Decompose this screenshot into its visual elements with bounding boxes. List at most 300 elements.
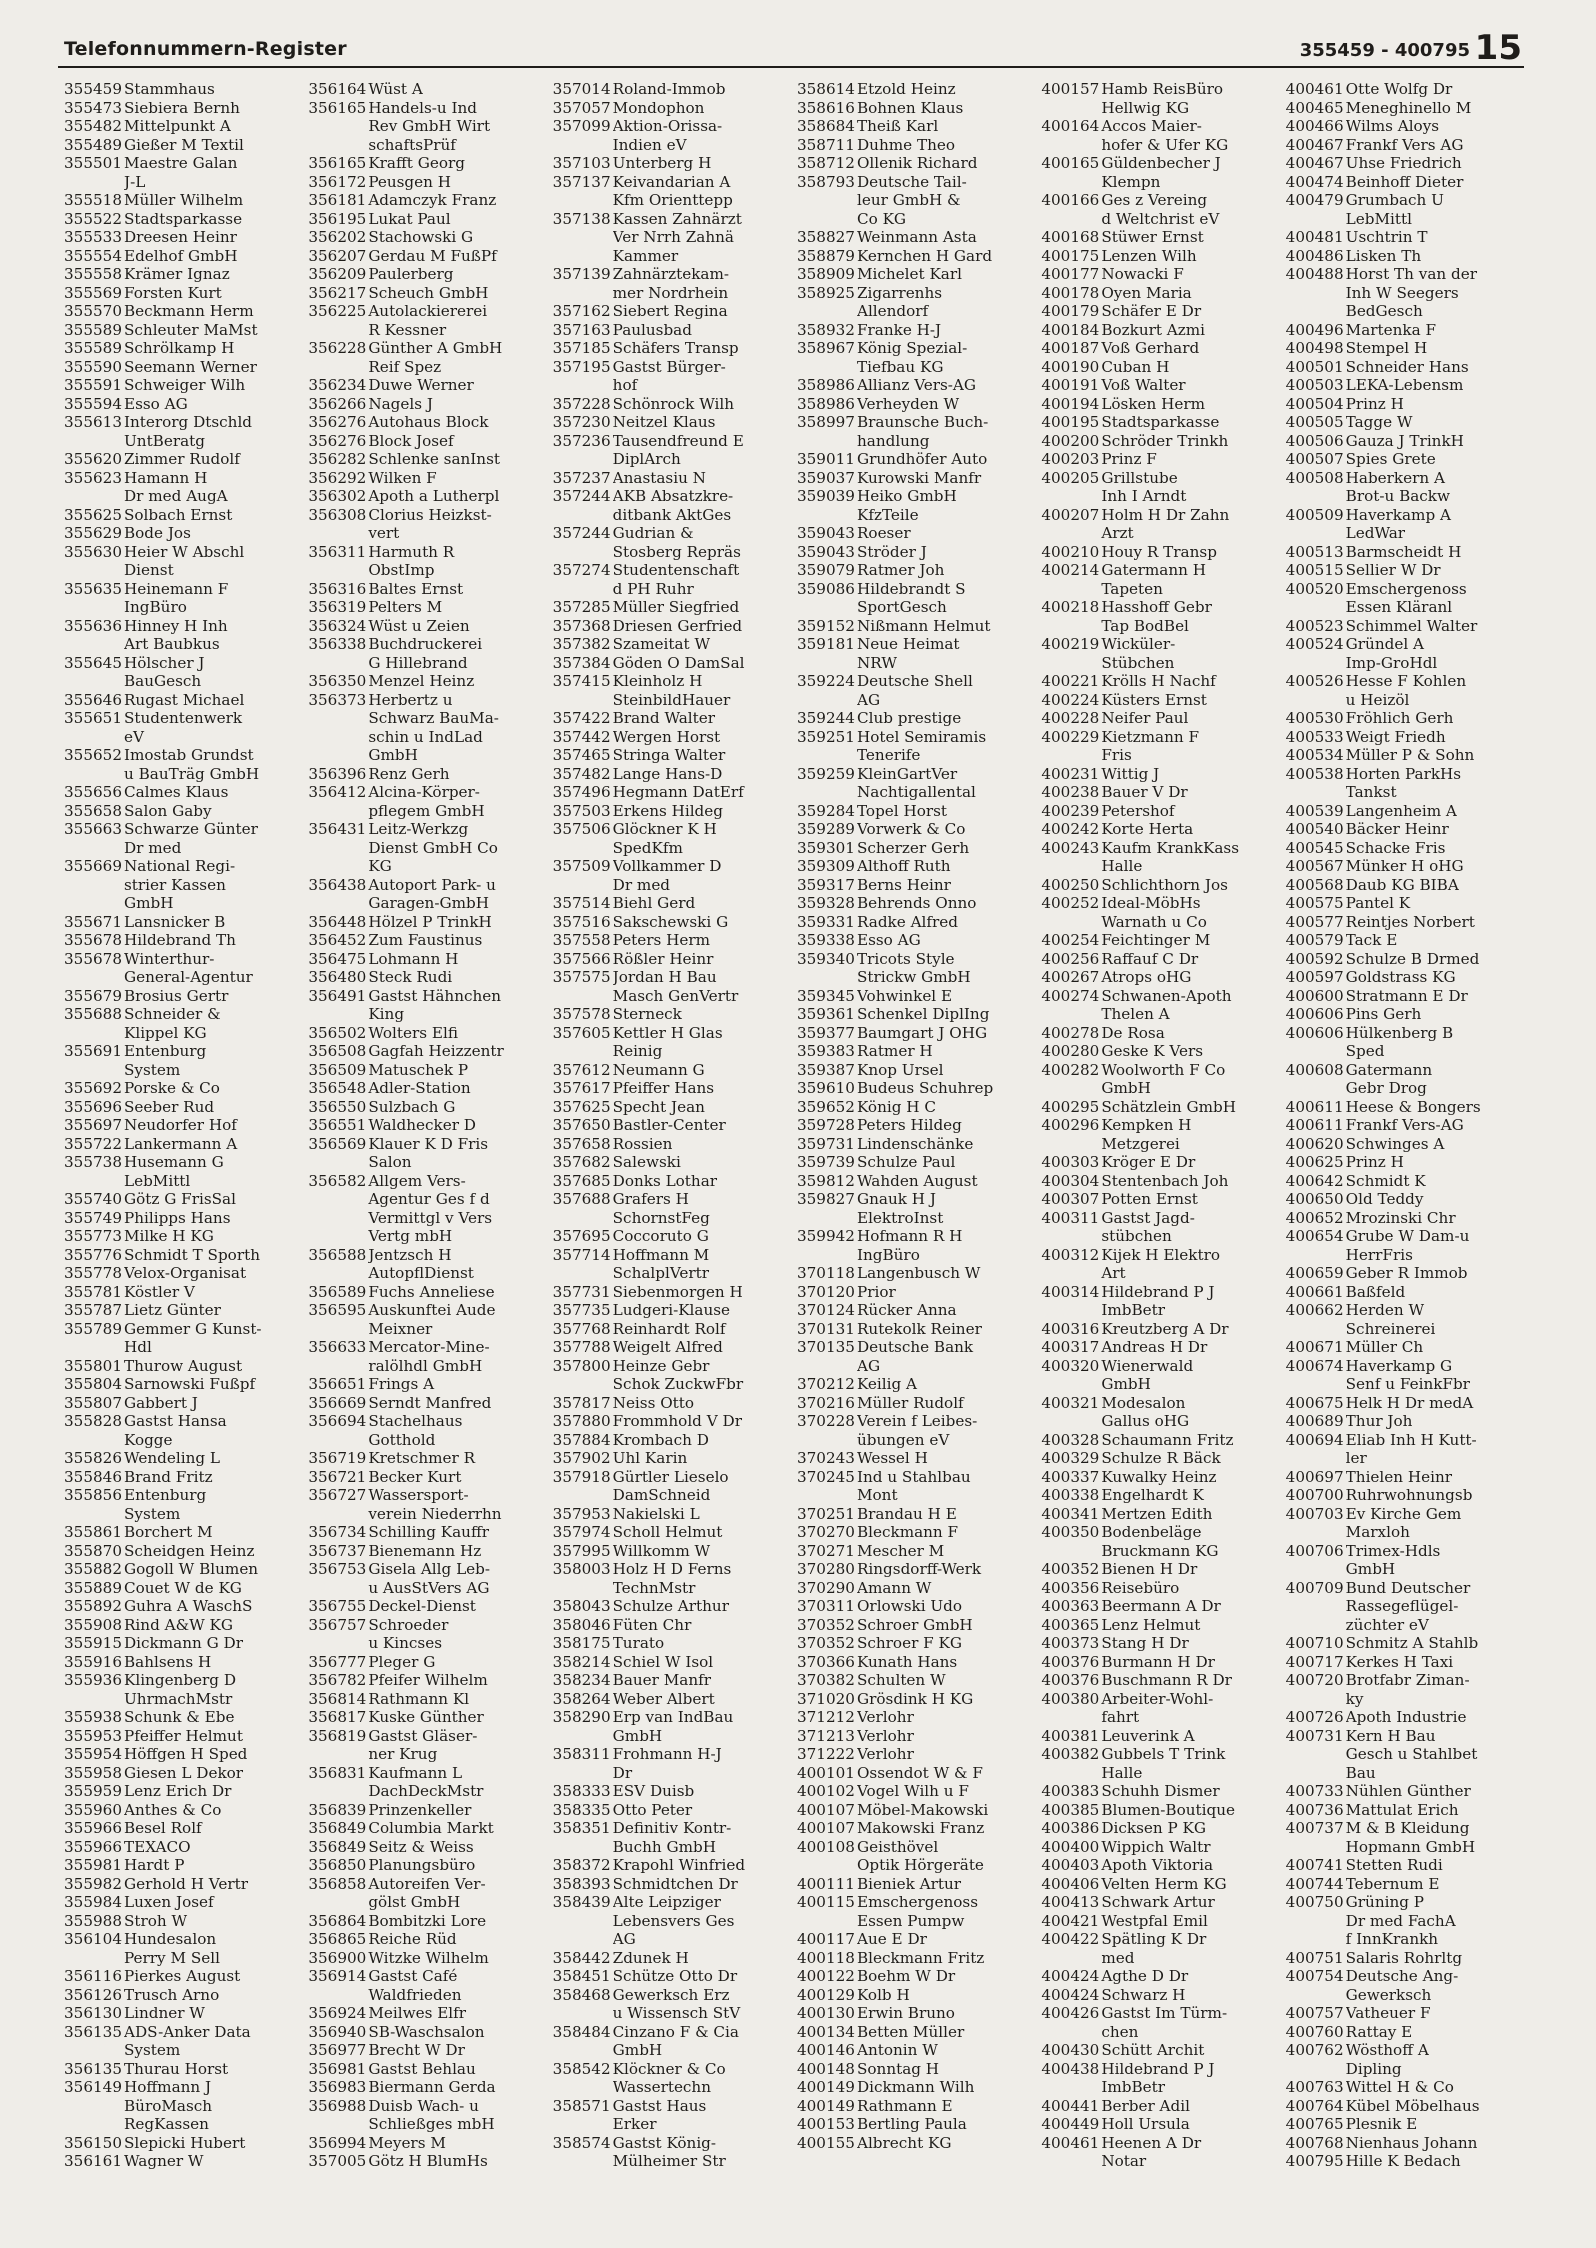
directory-entry (1041, 1542, 1279, 1561)
phone-number: 357244 (552, 487, 611, 505)
subscriber-name: u Heizöl (1345, 690, 1410, 709)
phone-number: 358879 (796, 246, 855, 265)
subscriber-name: Jentzsch H (368, 1245, 452, 1264)
phone-number: 358684 (796, 117, 855, 135)
subscriber-name: Haberkern A (1345, 468, 1445, 487)
directory-entry (308, 691, 546, 710)
phone-number: 355473 (64, 98, 122, 117)
subscriber-name: Salon (368, 1153, 412, 1171)
phone-number: 356302 (308, 487, 367, 505)
subscriber-name: Arzt (1101, 524, 1134, 542)
directory-entry (64, 1227, 302, 1246)
directory-entry (553, 1671, 791, 1690)
directory-entry (308, 247, 546, 266)
directory-entry (1041, 2041, 1279, 2060)
subscriber-name: ESV Duisb (612, 1782, 695, 1800)
phone-number: 400764 (1285, 2096, 1344, 2115)
phone-number: 400710 (1285, 1634, 1344, 1652)
phone-number: 356161 (64, 2152, 122, 2170)
subscriber-name: Schmitz A Stahlb (1345, 1634, 1479, 1652)
phone-number: 357422 (552, 709, 611, 727)
subscriber-name: Lukat Paul (368, 209, 451, 228)
directory-entry (553, 2097, 791, 2116)
phone-number: 355636 (64, 616, 122, 635)
directory-entry (1286, 265, 1524, 284)
directory-entry (1041, 1042, 1279, 1061)
directory-entry (308, 1801, 546, 1820)
phone-number: 370124 (796, 1301, 855, 1319)
phone-number: 400107 (796, 1819, 855, 1837)
directory-entry (308, 1098, 546, 1117)
directory-entry (64, 2041, 302, 2060)
subscriber-name: König Spezial- (856, 339, 968, 357)
subscriber-name: Schütt Archit (1101, 2041, 1205, 2059)
directory-entry (64, 1486, 302, 1505)
directory-entry (64, 1819, 302, 1838)
directory-entry (1041, 358, 1279, 377)
subscriber-name: Schreinerei (1345, 1319, 1436, 1338)
phone-number: 355692 (64, 1079, 122, 1097)
phone-number: 357138 (552, 209, 611, 228)
phone-number: 357057 (552, 98, 611, 117)
phone-number: 357274 (552, 561, 611, 579)
directory-entry (553, 1523, 791, 1542)
subscriber-name: Andreas H Dr (1101, 1338, 1208, 1356)
subscriber-name: Gnauk H J (856, 1190, 936, 1208)
subscriber-name: HerrFris (1345, 1245, 1413, 1264)
subscriber-name: Uhl Karin (612, 1449, 688, 1467)
directory-entry (1041, 1301, 1279, 1320)
phone-number: 359284 (796, 801, 855, 820)
subscriber-name: DiplArch (612, 450, 681, 468)
directory-entry (1286, 1893, 1524, 1912)
phone-number: 358311 (552, 1745, 611, 1763)
directory-entry (1041, 1283, 1279, 1302)
phone-number: 400376 (1041, 1652, 1100, 1671)
directory-entry (1041, 2152, 1279, 2171)
phone-number (1041, 654, 1101, 673)
directory-entry (553, 617, 791, 636)
phone-number: 370271 (796, 1541, 855, 1560)
subscriber-name: Stadtsparkasse (1101, 413, 1220, 431)
directory-entry (308, 2134, 546, 2153)
phone-number: 358571 (552, 2096, 611, 2115)
phone-number: 400426 (1041, 2004, 1100, 2022)
directory-entry (1041, 1505, 1279, 1524)
phone-number: 400474 (1285, 172, 1344, 191)
subscriber-name: Grube W Dam-u (1345, 1227, 1470, 1245)
directory-entry (1041, 1856, 1279, 1875)
subscriber-name: Nachtigallental (856, 783, 976, 801)
phone-number (308, 1431, 368, 1450)
subscriber-name: Wolters Elfi (368, 1023, 458, 1042)
subscriber-name: Dienst (124, 561, 174, 579)
phone-number: 355908 (64, 1615, 122, 1634)
phone-number: 400122 (796, 1967, 855, 1985)
phone-number: 400321 (1041, 1393, 1100, 1412)
phone-number: 357788 (552, 1338, 611, 1356)
directory-entry (797, 1782, 1035, 1801)
directory-entry (1286, 1505, 1524, 1524)
subscriber-name: Prior (856, 1282, 896, 1301)
subscriber-name: Bastler-Center (612, 1116, 726, 1134)
subscriber-name: Wicküler- (1101, 635, 1176, 653)
phone-number (308, 1505, 368, 1524)
subscriber-name: Kreutzberg A Dr (1101, 1319, 1229, 1338)
directory-entry (553, 524, 791, 543)
subscriber-name: Reisebüro (1101, 1578, 1180, 1597)
directory-entry (797, 506, 1035, 525)
phone-number: 400195 (1041, 413, 1100, 431)
phone-number: 356548 (308, 1079, 367, 1097)
directory-entry (553, 506, 791, 525)
subscriber-name: Tenerife (856, 746, 921, 764)
directory-entry (64, 913, 302, 932)
directory-entry (1286, 580, 1524, 599)
phone-number (308, 894, 368, 913)
phone-number: 400509 (1285, 505, 1344, 524)
subscriber-name: KfzTeile (856, 505, 919, 524)
subscriber-name: Ludgeri-Klause (612, 1301, 731, 1319)
directory-entry (797, 1542, 1035, 1561)
subscriber-name: Hesse F Kohlen (1345, 672, 1467, 690)
directory-entry (1041, 543, 1279, 562)
directory-entry (797, 284, 1035, 303)
subscriber-name: Kernchen H Gard (856, 246, 993, 265)
phone-number: 400567 (1285, 857, 1344, 875)
phone-number: 358290 (552, 1708, 611, 1726)
directory-entry (1286, 1172, 1524, 1191)
subscriber-name: Grillstube (1101, 468, 1178, 487)
subscriber-name: Kempken H (1101, 1116, 1192, 1134)
directory-entry (308, 1227, 546, 1246)
directory-entry (308, 1375, 546, 1394)
subscriber-name: Grafers H (612, 1190, 689, 1208)
phone-number (553, 987, 613, 1006)
phone-number (1041, 1264, 1101, 1283)
directory-entry (1041, 1468, 1279, 1487)
directory-entry (553, 931, 791, 950)
phone-number (64, 1949, 124, 1968)
subscriber-name: Heinze Gebr (612, 1356, 710, 1375)
subscriber-name: Rathmann Kl (368, 1689, 470, 1708)
phone-number: 400523 (1285, 616, 1344, 635)
phone-number: 358711 (796, 135, 855, 154)
directory-entry (553, 1301, 791, 1320)
subscriber-name: System (124, 1060, 181, 1079)
directory-entry (1286, 728, 1524, 747)
subscriber-name: TEXACO (124, 1837, 191, 1856)
subscriber-name: Braunsche Buch- (856, 413, 989, 431)
directory-entry (1041, 1412, 1279, 1431)
phone-number (1041, 1542, 1101, 1561)
directory-entry (64, 1079, 302, 1098)
directory-entry (1041, 1061, 1279, 1080)
phone-number: 400449 (1041, 2115, 1100, 2133)
directory-entry (553, 1930, 791, 1949)
phone-number: 400508 (1285, 468, 1344, 487)
directory-entry (1286, 746, 1524, 765)
phone-number (553, 1579, 613, 1598)
directory-entry (797, 487, 1035, 506)
directory-entry (1286, 1024, 1524, 1043)
subscriber-name: Stachowski G (368, 228, 474, 246)
subscriber-name: Schroeder (368, 1615, 449, 1634)
phone-number: 400675 (1285, 1393, 1344, 1412)
directory-entry (797, 1486, 1035, 1505)
directory-entry (64, 1616, 302, 1635)
subscriber-name: Paulusbad (612, 320, 692, 339)
directory-entry (797, 1560, 1035, 1579)
phone-number: 359652 (796, 1097, 855, 1116)
directory-entry (1041, 1375, 1279, 1394)
directory-entry (553, 1819, 791, 1838)
subscriber-name: Hildebrand P J (1101, 1282, 1215, 1301)
subscriber-name: Bahlsens H (124, 1652, 212, 1671)
phone-number (64, 561, 124, 580)
subscriber-name: Schätzlein GmbH (1101, 1097, 1236, 1116)
directory-entry (553, 1209, 791, 1228)
directory-entry (1286, 2152, 1524, 2171)
subscriber-name: Hölscher J (124, 653, 205, 672)
phone-number: 400606 (1285, 1005, 1344, 1023)
directory-columns (64, 80, 1524, 2190)
subscriber-name: Thur Joh (1345, 1412, 1413, 1430)
subscriber-name: Kurowski Manfr (856, 468, 982, 487)
phone-number: 400155 (796, 2133, 855, 2152)
subscriber-name: Seitz & Weiss (368, 1837, 474, 1856)
directory-entry (64, 2004, 302, 2023)
directory-entry (797, 580, 1035, 599)
directory-entry (553, 672, 791, 691)
phone-number: 357658 (552, 1134, 611, 1153)
subscriber-name: Tiefbau KG (856, 357, 944, 376)
directory-column (1286, 80, 1524, 2190)
subscriber-name: Glöckner K H (612, 820, 717, 838)
phone-number: 370212 (796, 1375, 855, 1393)
subscriber-name: Wergen Horst (612, 727, 721, 746)
phone-number (1286, 1912, 1346, 1931)
directory-entry (64, 1708, 302, 1727)
directory-entry (64, 1597, 302, 1616)
phone-number: 400278 (1041, 1023, 1100, 1042)
directory-entry (64, 2134, 302, 2153)
subscriber-name: Gießer M Textil (124, 135, 244, 154)
directory-entry (553, 136, 791, 155)
phone-number: 356569 (308, 1134, 367, 1153)
subscriber-name: Krafft Georg (368, 154, 465, 172)
directory-entry (797, 1209, 1035, 1228)
phone-number: 357103 (552, 154, 611, 172)
directory-entry (1041, 654, 1279, 673)
directory-entry (553, 709, 791, 728)
subscriber-name: Nühlen Günther (1345, 1782, 1471, 1800)
phone-number: 359043 (796, 542, 855, 561)
subscriber-name: Zdunek H (612, 1948, 689, 1967)
directory-entry (64, 894, 302, 913)
subscriber-name: Borchert M (124, 1523, 213, 1541)
directory-entry (64, 1394, 302, 1413)
directory-entry (797, 358, 1035, 377)
phone-number: 400534 (1285, 746, 1344, 764)
directory-entry (308, 524, 546, 543)
directory-entry (1286, 672, 1524, 691)
subscriber-name: Rassegeflügel- (1345, 1597, 1459, 1615)
subscriber-name: Schmidt T Sporth (124, 1245, 260, 1264)
phone-number: 355459 (64, 80, 122, 98)
directory-entry (553, 2152, 791, 2171)
subscriber-name: Dreesen Heinr (124, 228, 237, 246)
subscriber-name: Vohwinkel E (856, 986, 953, 1005)
directory-entry (1041, 191, 1279, 210)
phone-number: 355738 (64, 1153, 122, 1171)
subscriber-name: Garagen-GmbH (368, 894, 489, 912)
phone-number (1286, 654, 1346, 673)
subscriber-name: Krämer Ignaz (124, 265, 230, 283)
phone-number: 400328 (1041, 1430, 1100, 1449)
phone-number (308, 2115, 368, 2134)
phone-number: 400179 (1041, 302, 1100, 320)
phone-number: 359383 (796, 1042, 855, 1060)
directory-entry (1041, 876, 1279, 895)
phone-number (64, 1338, 124, 1357)
directory-entry (797, 1468, 1035, 1487)
phone-number: 359289 (796, 820, 855, 838)
phone-number: 371222 (796, 1745, 855, 1763)
subscriber-name: Brecht W Dr (368, 2041, 465, 2059)
phone-number (1286, 1560, 1346, 1579)
subscriber-name: Erkens Hildeg (612, 801, 723, 820)
directory-entry (308, 1005, 546, 1024)
phone-number: 400205 (1041, 468, 1100, 487)
subscriber-name: Marxloh (1345, 1523, 1410, 1541)
phone-number: 400579 (1285, 931, 1344, 949)
phone-number: 355749 (64, 1208, 122, 1227)
phone-number: 355635 (64, 579, 122, 598)
subscriber-name: Gerhold H Vertr (124, 1874, 248, 1893)
directory-entry (797, 2004, 1035, 2023)
phone-number: 358909 (796, 265, 855, 283)
directory-entry (1286, 210, 1524, 229)
directory-entry (64, 2078, 302, 2097)
subscriber-name: Bombitzki Lore (368, 1911, 487, 1930)
directory-entry (308, 1708, 546, 1727)
phone-number: 400795 (1285, 2152, 1344, 2170)
phone-number: 400157 (1041, 80, 1100, 98)
subscriber-name: Weigelt Alfred (612, 1338, 723, 1356)
phone-number: 400382 (1041, 1745, 1100, 1763)
directory-entry (553, 265, 791, 284)
directory-entry (64, 1116, 302, 1135)
phone-number: 400736 (1285, 1800, 1344, 1819)
phone-number: 370228 (796, 1412, 855, 1430)
phone-number: 370243 (796, 1449, 855, 1467)
directory-entry (1286, 1153, 1524, 1172)
phone-number: 357800 (552, 1356, 611, 1375)
subscriber-name: Frohmann H-J (612, 1745, 722, 1763)
directory-entry (1041, 1708, 1279, 1727)
directory-entry (797, 839, 1035, 858)
directory-entry (64, 1523, 302, 1542)
subscriber-name: Stosberg Repräs (612, 542, 741, 561)
directory-entry (1041, 1116, 1279, 1135)
directory-entry (1041, 450, 1279, 469)
directory-entry (64, 635, 302, 654)
phone-number (1041, 1412, 1101, 1431)
phone-number: 358175 (552, 1634, 611, 1652)
phone-number: 358542 (552, 2059, 611, 2078)
phone-number (1041, 1005, 1101, 1024)
phone-number (1041, 1135, 1101, 1154)
phone-number: 357880 (552, 1412, 611, 1430)
subscriber-name: Gastst Hansa (124, 1412, 227, 1430)
phone-number (308, 524, 368, 543)
subscriber-name: Pfeifer Wilhelm (368, 1671, 488, 1689)
directory-entry (308, 561, 546, 580)
phone-number: 358932 (796, 320, 855, 339)
phone-number: 357162 (552, 302, 611, 320)
phone-number: 400242 (1041, 820, 1100, 838)
directory-entry (64, 1153, 302, 1172)
subscriber-name: Seemann Werner (124, 357, 257, 376)
directory-entry (1041, 987, 1279, 1006)
directory-entry (553, 1098, 791, 1117)
directory-entry (1041, 783, 1279, 802)
subscriber-name: Reinig (612, 1042, 663, 1060)
phone-number: 400530 (1285, 709, 1344, 727)
phone-number: 400720 (1285, 1671, 1344, 1689)
phone-number (1286, 1320, 1346, 1339)
directory-entry (553, 746, 791, 765)
subscriber-name: Stammhaus (124, 80, 215, 98)
directory-column (553, 80, 791, 2190)
phone-number (797, 432, 857, 451)
phone-number: 370131 (796, 1319, 855, 1338)
phone-number: 400383 (1041, 1782, 1100, 1800)
directory-entry (1041, 524, 1279, 543)
subscriber-name: ElektroInst (856, 1208, 944, 1227)
subscriber-name: Gastst Gläser- (368, 1726, 478, 1745)
subscriber-name: Gauza J TrinkH (1345, 431, 1464, 450)
phone-number (308, 839, 368, 858)
phone-number: 356755 (308, 1597, 367, 1615)
phone-number: 355959 (64, 1782, 122, 1800)
phone-number: 355826 (64, 1449, 122, 1467)
phone-number: 355981 (64, 1856, 122, 1874)
phone-number (1041, 173, 1101, 192)
subscriber-name: Imp-GroHdl (1345, 653, 1438, 672)
subscriber-name: Horst Th van der (1345, 265, 1477, 283)
phone-number: 355518 (64, 191, 122, 209)
phone-number: 400295 (1041, 1097, 1100, 1116)
subscriber-name: Gagfah Heizzentr (368, 1042, 504, 1060)
directory-entry (797, 820, 1035, 839)
phone-number (1041, 580, 1101, 599)
phone-number: 358003 (552, 1560, 611, 1578)
phone-number: 400350 (1041, 1523, 1100, 1541)
subscriber-name: Dr med (612, 875, 671, 894)
phone-number: 357195 (552, 357, 611, 376)
directory-entry (553, 1468, 791, 1487)
subscriber-name: Franke H-J (856, 320, 942, 339)
directory-entry (553, 561, 791, 580)
phone-number: 355773 (64, 1227, 122, 1245)
directory-entry (64, 1098, 302, 1117)
directory-entry (797, 1172, 1035, 1191)
phone-number: 400757 (1285, 2004, 1344, 2022)
subscriber-name: Studentenschaft (612, 561, 740, 579)
directory-entry (1041, 820, 1279, 839)
